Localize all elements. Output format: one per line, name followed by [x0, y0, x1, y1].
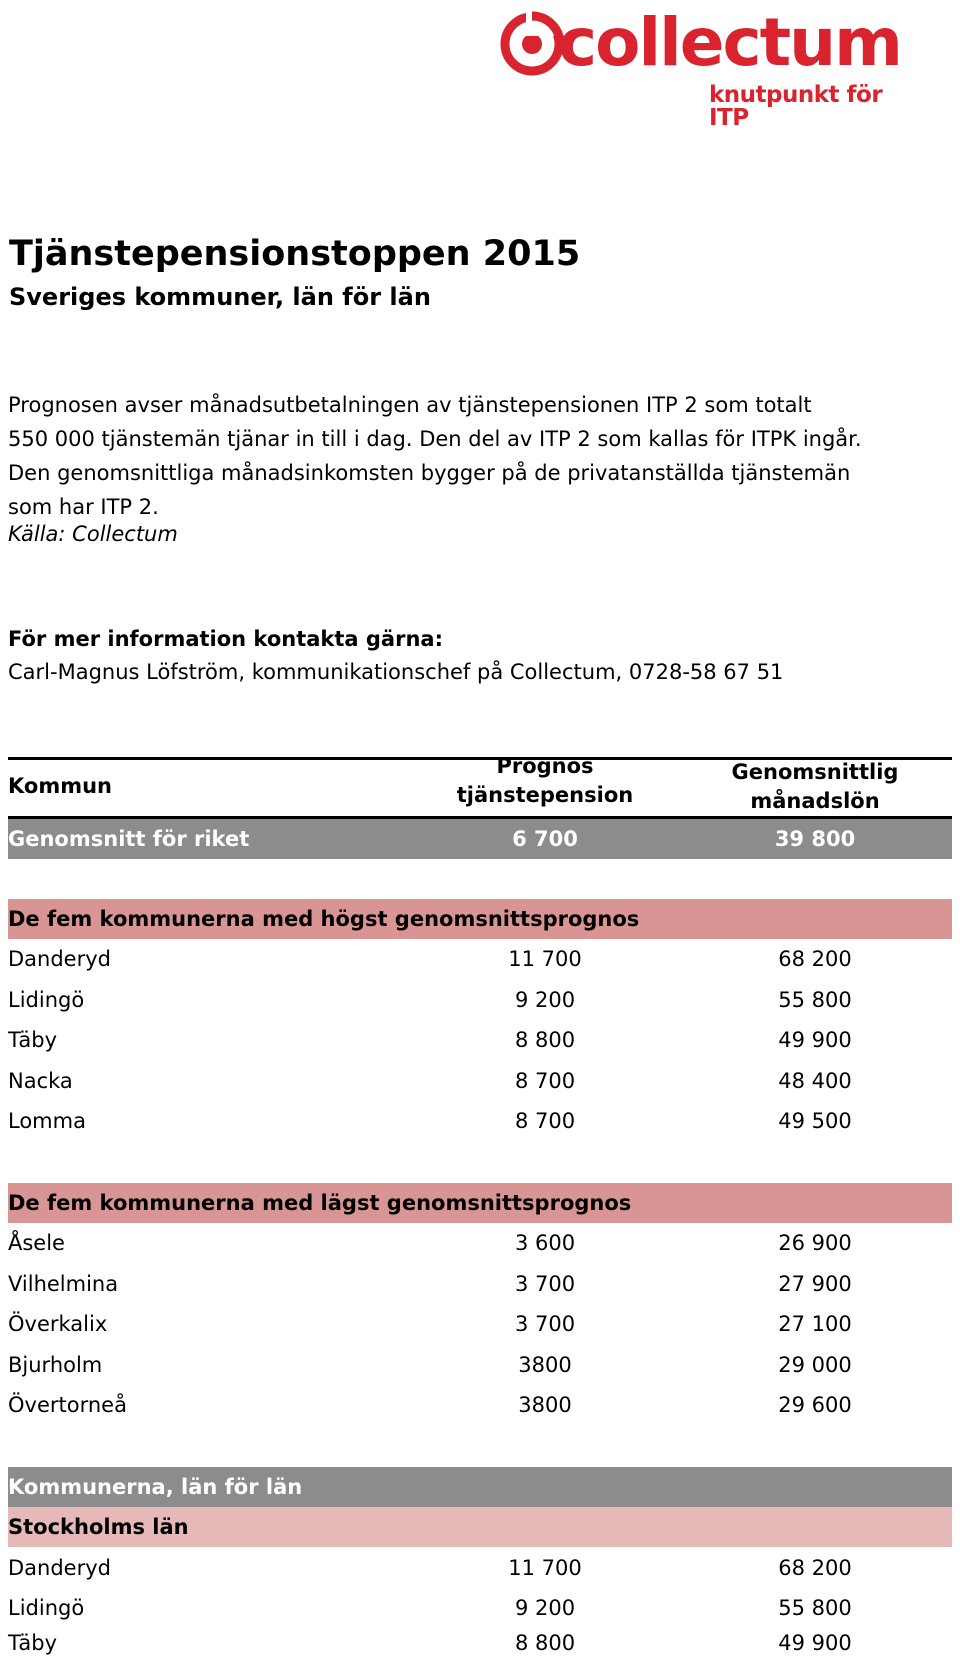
row-kommun: Lidingö [8, 1596, 85, 1620]
row-kommun: Övertorneå [8, 1393, 127, 1417]
table-row [8, 1020, 952, 1060]
row-lon: 29 600 [778, 1393, 852, 1417]
intro-line: Den genomsnittliga månadsinkomsten bygger på de privatanställda tjänstemän [8, 461, 851, 485]
row-prognos: 8 800 [514, 1028, 576, 1052]
row-lon: 26 900 [778, 1231, 852, 1255]
row-kommun: Lomma [8, 1109, 86, 1133]
table-row [8, 1345, 952, 1385]
row-lon: 48 400 [778, 1069, 852, 1093]
page-subtitle: Sveriges kommuner, län för län [9, 283, 431, 311]
table-row [8, 1264, 952, 1304]
intro-line: som har ITP 2. [8, 495, 159, 519]
average-lon: 39 800 [774, 827, 856, 851]
row-kommun: Danderyd [8, 947, 111, 971]
row-prognos: 11 700 [508, 1556, 582, 1580]
row-lon: 68 200 [778, 947, 852, 971]
row-kommun: Nacka [8, 1069, 73, 1093]
row-lon: 49 900 [778, 1631, 852, 1655]
row-prognos: 3800 [518, 1353, 572, 1377]
row-prognos: 8 800 [514, 1631, 576, 1655]
intro-line: 550 000 tjänstemän tjänar in till i dag. Den del av ITP 2 som kallas för ITPK ingår. [8, 427, 862, 451]
county-name-header [8, 1507, 952, 1547]
column-header-lon-line1: Genomsnittlig [731, 760, 899, 784]
column-header-kommun: Kommun [8, 774, 112, 798]
row-lon: 29 000 [778, 1353, 852, 1377]
row-lon: 27 900 [778, 1272, 852, 1296]
column-header-prognos-line2: tjänstepension [456, 783, 634, 807]
column-header-prognos [440, 752, 650, 810]
contact-heading: För mer information kontakta gärna: [8, 627, 443, 651]
row-lon: 55 800 [778, 988, 852, 1012]
table-row [8, 1385, 952, 1425]
table-row [8, 939, 952, 979]
row-lon: 55 800 [778, 1596, 852, 1620]
table-row [8, 1061, 952, 1101]
national-average-row [8, 819, 952, 859]
top-section-header [8, 899, 952, 939]
logo-tagline: knutpunkt för ITP [709, 82, 883, 131]
bottom-section-header [8, 1183, 952, 1223]
county-section-label: Kommunerna, län för län [8, 1475, 303, 1499]
row-prognos: 3 600 [514, 1231, 576, 1255]
column-header-prognos-line1: Prognos [496, 754, 594, 778]
intro-paragraph [8, 388, 908, 524]
row-prognos: 8 700 [514, 1109, 576, 1133]
row-prognos: 9 200 [514, 988, 576, 1012]
county-section-header [8, 1467, 952, 1507]
page-title: Tjänstepensionstoppen 2015 [9, 234, 581, 274]
row-lon: 49 900 [778, 1028, 852, 1052]
row-kommun: Bjurholm [8, 1353, 103, 1377]
county-name: Stockholms län [8, 1515, 189, 1539]
row-prognos: 11 700 [508, 947, 582, 971]
row-prognos: 3 700 [514, 1312, 576, 1336]
column-header-lon-line2: månadslön [750, 789, 880, 813]
row-lon: 27 100 [778, 1312, 852, 1336]
intro-line: Prognosen avser månadsutbetalningen av tjänstepensionen ITP 2 som totalt [8, 393, 812, 417]
average-prognos: 6 700 [512, 827, 578, 851]
average-label: Genomsnitt för riket [8, 827, 250, 851]
row-kommun: Täby [8, 1028, 58, 1052]
contact-details: Carl-Magnus Löfström, kommunikationschef på Collectum, 0728-58 67 51 [8, 660, 784, 684]
source-note: Källa: Collectum [8, 522, 178, 546]
row-prognos: 3 700 [514, 1272, 576, 1296]
column-header-lon [710, 758, 920, 816]
row-prognos: 9 200 [514, 1596, 576, 1620]
row-kommun: Danderyd [8, 1556, 111, 1580]
row-kommun: Vilhelmina [8, 1272, 119, 1296]
row-lon: 49 500 [778, 1109, 852, 1133]
row-lon: 68 200 [778, 1556, 852, 1580]
top-section-label: De fem kommunerna med högst genomsnittsprognos [8, 907, 640, 931]
row-kommun: Åsele [8, 1231, 65, 1255]
bottom-section-label: De fem kommunerna med lägst genomsnittsprognos [8, 1191, 632, 1215]
table-row [8, 980, 952, 1020]
table-row [8, 1223, 952, 1263]
table-row [8, 1623, 952, 1663]
row-kommun: Lidingö [8, 988, 85, 1012]
table-row [8, 1548, 952, 1588]
table-row [8, 1101, 952, 1141]
table-row [8, 1304, 952, 1344]
row-prognos: 3800 [518, 1393, 572, 1417]
logo-brand-text: collectum [558, 4, 901, 81]
row-kommun: Täby [8, 1631, 58, 1655]
row-kommun: Överkalix [8, 1312, 108, 1336]
table-row [8, 1588, 952, 1628]
row-prognos: 8 700 [514, 1069, 576, 1093]
collectum-logo [496, 4, 916, 131]
